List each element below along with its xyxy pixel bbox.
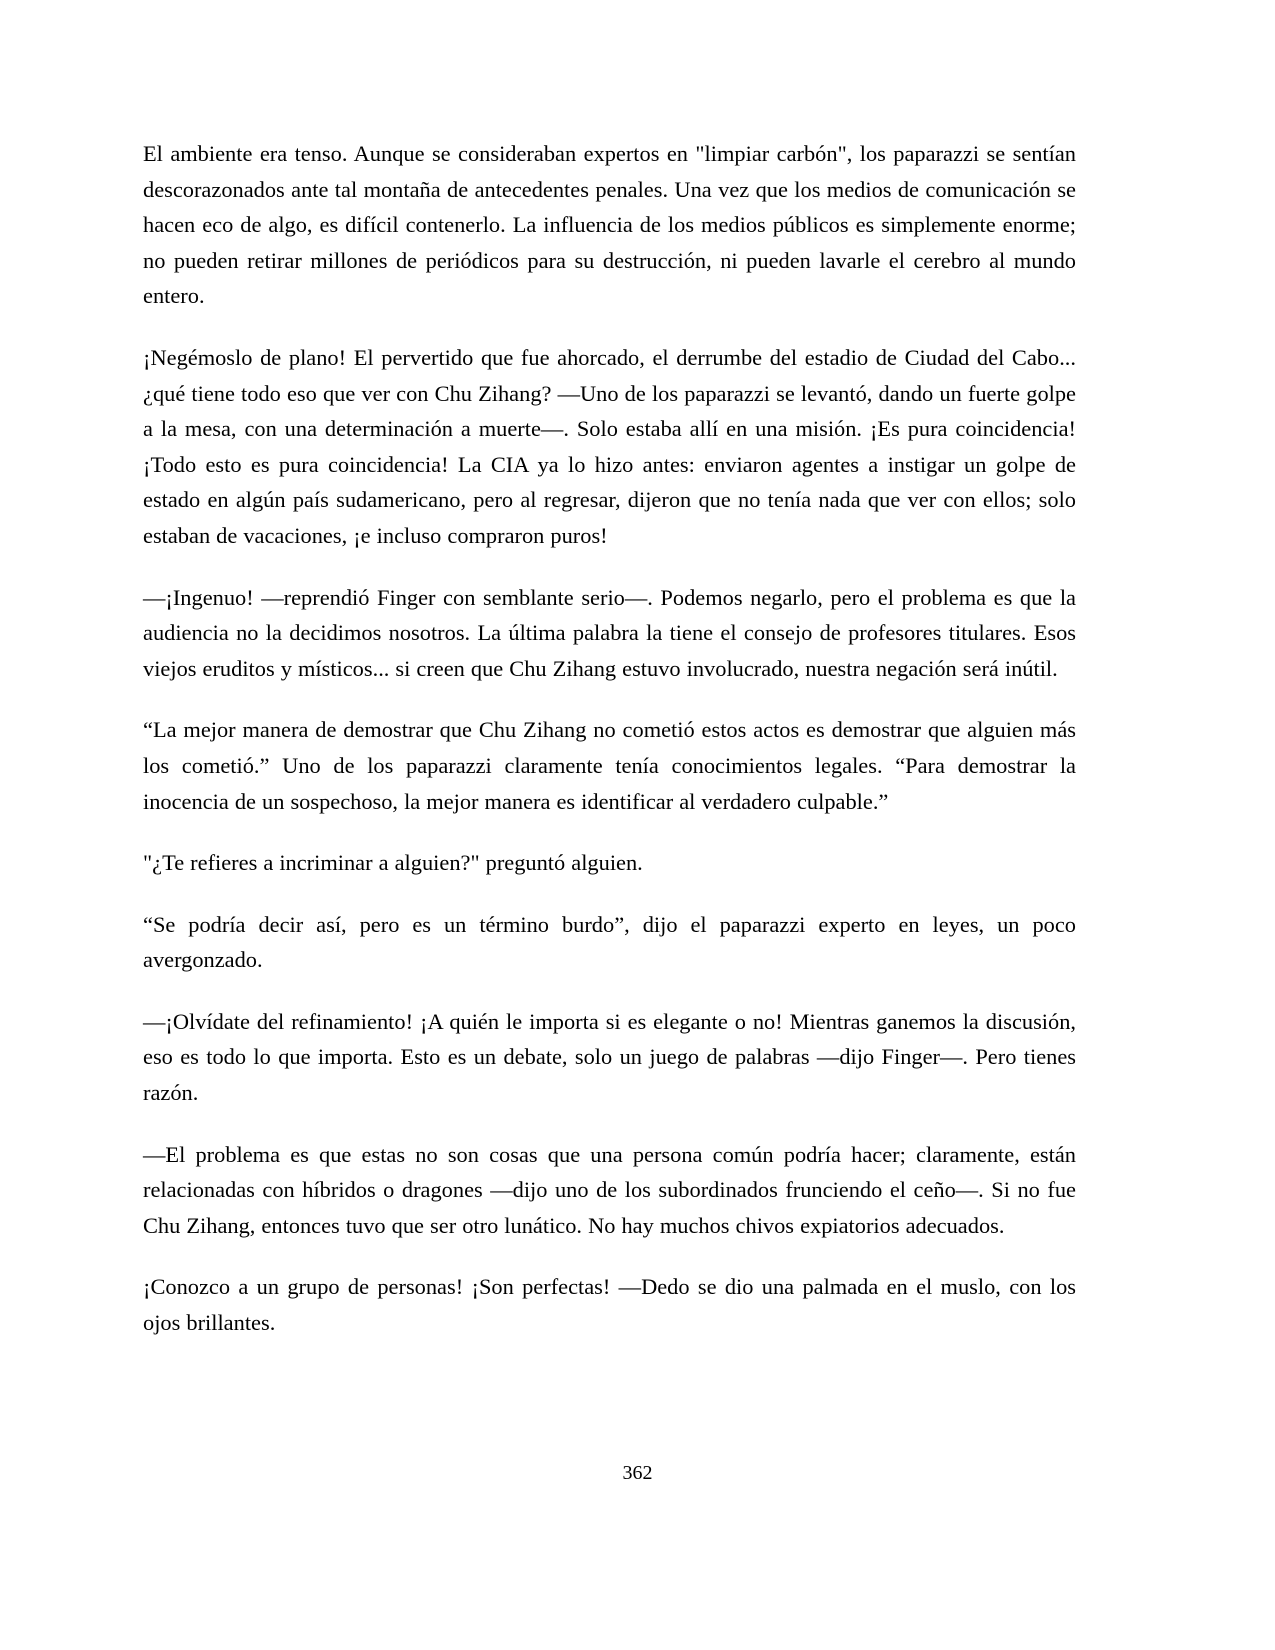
paragraph: “La mejor manera de demostrar que Chu Zihang no cometió estos actos es demostrar que alguien más los cometió.” Uno de los paparazzi claramente tenía conocimientos legales. “Para demostrar la inocencia de un sospechoso, la mejor manera es identificar al verdadero culpable.” xyxy=(143,717,1076,814)
page-number: 362 xyxy=(622,1462,653,1484)
paragraph: —El problema es que estas no son cosas que una persona común podría hacer; claramente, están relacionadas con híbridos o dragones —dijo uno de los subordinados frunciendo el ceño—. Si no fue Chu Zihang, entonces tuvo que ser otro lunático. No hay muchos chivos expiatorios adecuados. xyxy=(143,1141,1076,1238)
paragraph: —¡Olvídate del refinamiento! ¡A quién le importa si es elegante o no! Mientras ganemos la discusión, eso es todo lo que importa. Esto es un debate, solo un juego de palabras —dijo Finger—. Pero tienes razón. xyxy=(143,1008,1076,1106)
paragraph: —¡Ingenuo! —reprendió Finger con semblante serio—. Podemos negarlo, pero el problema es que la audiencia no la decidimos nosotros. La última palabra la tiene el consejo de profesores titulares. Esos viejos eruditos y místicos... si creen que Chu Zihang estuvo involucrado, nuestra negación será inútil. xyxy=(143,584,1076,681)
paragraph: "¿Te refieres a incriminar a alguien?" preguntó alguien. xyxy=(143,850,643,876)
paragraph: El ambiente era tenso. Aunque se consideraban expertos en "limpiar carbón", los paparazzi se sentían descorazonados ante tal montaña de antecedentes penales. Una vez que los medios de comunicación se hacen eco de algo, es difícil contenerlo. La influencia de los medios públicos es simplemente enorme; no pueden retirar millones de periódicos para su destrucción, ni pueden lavarle el cerebro al mundo entero. xyxy=(143,141,1076,309)
paragraph: ¡Negémoslo de plano! El pervertido que fue ahorcado, el derrumbe del estadio de Ciudad del Cabo... ¿qué tiene todo eso que ver con Chu Zihang? —Uno de los paparazzi se levantó, dando un fuerte golpe a la mesa, con una determinación a muerte—. Solo estaba allí en una misión. ¡Es pura coincidencia! ¡Todo esto es pura coincidencia! La CIA ya lo hizo antes: enviaron agentes a instigar un golpe de estado en algún país sudamericano, pero al regresar, dijeron que no tenía nada que ver con ellos; solo estaban de vacaciones, ¡e incluso compraron puros! xyxy=(143,344,1076,548)
paragraph: ¡Conozco a un grupo de personas! ¡Son perfectas! —Dedo se dio una palmada en el muslo, con los ojos brillantes. xyxy=(143,1274,1076,1336)
paragraph: “Se podría decir así, pero es un término burdo”, dijo el paparazzi experto en leyes, un poco avergonzado. xyxy=(143,911,1076,973)
page-body-text xyxy=(143,136,1076,1341)
